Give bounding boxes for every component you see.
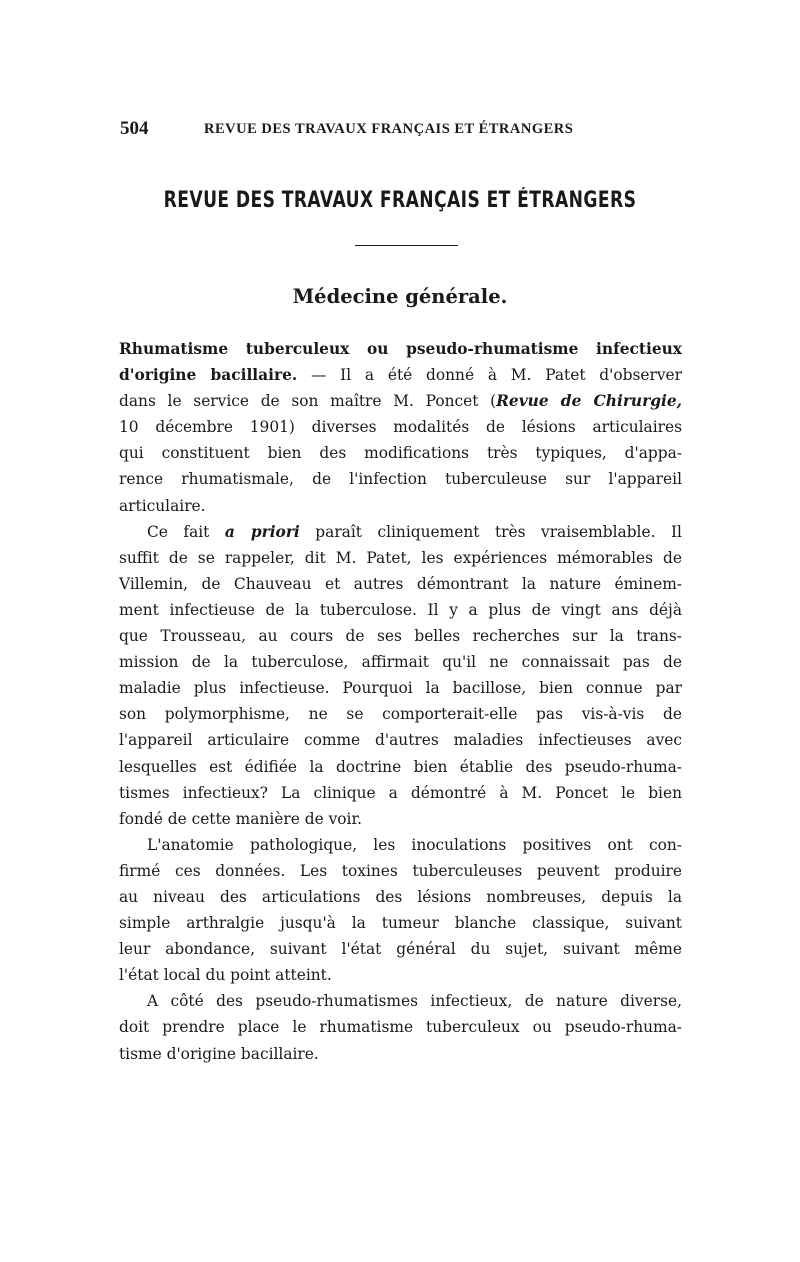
section-heading: Médecine générale. [292, 285, 508, 308]
article-line: simple arthralgie jusqu'à la tumeur blanche classique, suivant [119, 914, 682, 933]
article-title-end: d'origine bacillaire. [119, 366, 298, 385]
page-number: 504 [120, 118, 149, 139]
article-line: l'appareil articulaire comme d'autres maladies infectieuses avec [119, 731, 682, 750]
article-line: maladie plus infectieuse. Pourquoi la bacillose, bien connue par [119, 679, 682, 698]
article-line: que Trousseau, au cours de ses belles recherches sur la trans- [119, 627, 682, 646]
article-line: au niveau des articulations des lésions nombreuses, depuis la [119, 887, 682, 906]
article-line: l'état local du point atteint. [119, 966, 332, 985]
article-line: Rhumatisme tuberculeux ou pseudo-rhumatisme infectieux [119, 340, 682, 358]
article-line: fondé de cette manière de voir. [119, 809, 363, 828]
article-body [119, 336, 682, 1067]
article-text: dans le service de son maître M. Poncet ( [119, 392, 497, 411]
article-line: 10 décembre 1901) diverses modalités de lésions articulaires [119, 418, 682, 437]
article-line: A côté des pseudo-rhumatismes infectieux, de nature diverse, [147, 992, 682, 1011]
article-line: tismes infectieux? La clinique a démontré à M. Poncet le bien [119, 783, 682, 802]
article-line: lesquelles est édifiée la doctrine bien établie des pseudo-rhuma- [119, 757, 682, 776]
latin-phrase: a priori [224, 522, 300, 541]
article-line [119, 519, 682, 545]
article-line: doit prendre place le rhumatisme tuberculeux ou pseudo-rhuma- [119, 1018, 682, 1037]
article-line: mission de la tuberculose, affirmait qu'il ne connaissait pas de [119, 653, 682, 672]
article-line: firmé ces données. Les toxines tuberculeuses peuvent produire [119, 861, 682, 880]
article-line [119, 388, 682, 414]
article-line: son polymorphisme, ne se comporterait-elle pas vis-à-vis de [119, 705, 682, 724]
article-line: rence rhumatismale, de l'infection tuberculeuse sur l'appareil [119, 470, 682, 489]
article-text: Ce fait [147, 522, 225, 541]
article-text: — Il a été donné à M. Patet d'observer [297, 366, 683, 385]
article-line: L'anatomie pathologique, les inoculations positives ont con- [147, 835, 682, 854]
article-line: suffit de se rappeler, dit M. Patet, les expériences mémorables de [119, 548, 682, 567]
running-head [120, 118, 680, 142]
article-line [119, 362, 682, 388]
article-text: paraît cliniquement très vraisemblable. Il [299, 522, 682, 541]
running-title: REVUE DES TRAVAUX FRANÇAIS ET ÉTRANGERS [204, 121, 574, 137]
article-line: leur abondance, suivant l'état général du sujet, suivant même [119, 940, 682, 959]
article-line: Villemin, de Chauveau et autres démontrant la nature éminem- [119, 574, 682, 593]
journal-citation: Revue de Chirurgie, [496, 392, 682, 411]
main-title: REVUE DES TRAVAUX FRANÇAIS ET ÉTRANGERS [163, 188, 637, 213]
title-rule [355, 245, 458, 246]
article-line: ment infectieuse de la tuberculose. Il y a plus de vingt ans déjà [119, 600, 682, 619]
article-line: articulaire. [119, 496, 206, 515]
article-line: qui constituent bien des modifications très typiques, d'appa- [119, 444, 682, 463]
article-line: tisme d'origine bacillaire. [119, 1044, 319, 1063]
